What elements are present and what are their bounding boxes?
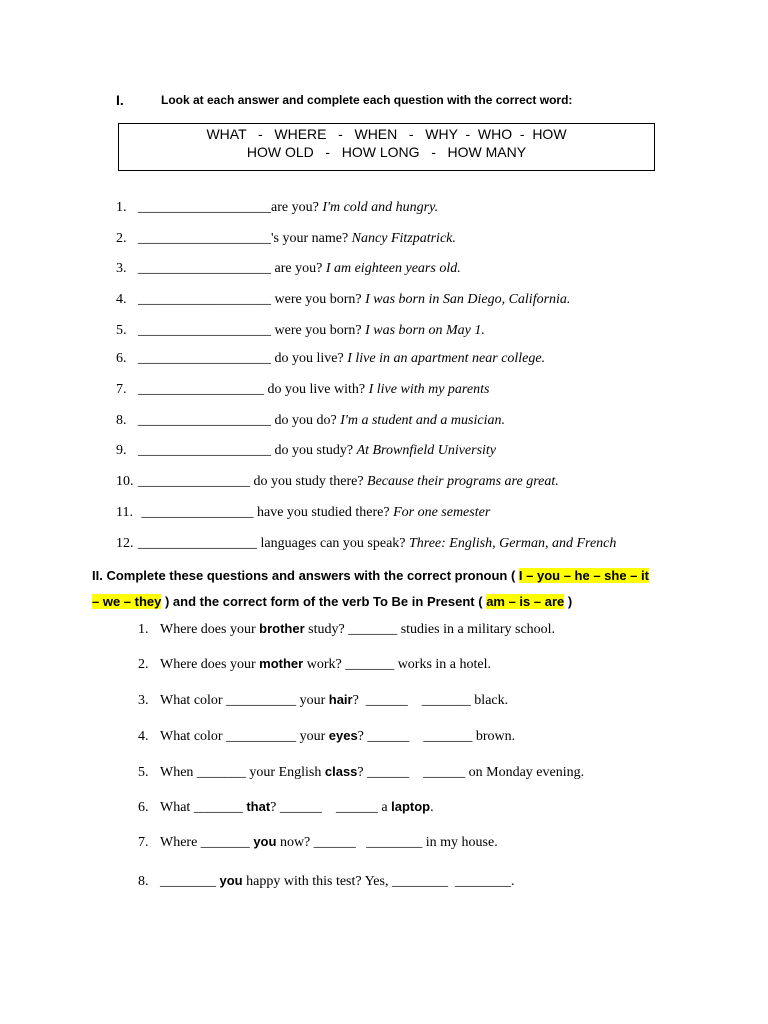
- keyword: that: [246, 799, 271, 814]
- keyword: eyes: [328, 728, 358, 743]
- item-text: ? ______ ______ a: [270, 800, 392, 815]
- question-text: do you study?: [271, 443, 354, 458]
- section-2-heading-line-2: [92, 592, 692, 612]
- keyword: class: [324, 764, 358, 779]
- word-box: [118, 123, 655, 171]
- item-number: 7.: [116, 382, 127, 397]
- answer-blank: ___________________: [138, 231, 271, 246]
- word-box-line: HOW OLD - HOW LONG - HOW MANY: [246, 144, 527, 160]
- question-item: [116, 229, 456, 249]
- section-2-heading-text: II. Complete these questions and answers with the correct pronoun (: [92, 568, 519, 583]
- answer-text: I'm cold and hungry.: [322, 200, 439, 215]
- item-number: 8.: [138, 874, 149, 889]
- item-text: study? _______ studies in a military school.: [304, 622, 556, 637]
- section-number: I.: [116, 92, 124, 108]
- answer-text: I was born on May 1.: [365, 323, 485, 338]
- exercise-item: [138, 654, 491, 674]
- exercise-item: [138, 871, 514, 891]
- item-text: What _______: [160, 800, 247, 815]
- item-text: work? _______ works in a hotel.: [303, 657, 492, 672]
- keyword: you: [219, 873, 243, 888]
- item-number: 2.: [116, 231, 127, 246]
- question-text: do you do?: [271, 413, 337, 428]
- item-number: 11.: [116, 505, 133, 520]
- item-text: When _______ your English: [160, 765, 325, 780]
- question-item: [116, 441, 496, 461]
- section-2-heading-text: ) and the correct form of the verb To Be in Present (: [161, 594, 487, 609]
- answer-text: I live in an apartment near college.: [347, 351, 546, 366]
- answer-blank: ________________: [138, 505, 254, 520]
- exercise-item: [138, 832, 498, 852]
- question-text: languages can you speak?: [257, 536, 406, 551]
- answer-text: Because their programs are great.: [367, 474, 559, 489]
- pronoun-list-continued: – we – they: [92, 594, 162, 609]
- question-text: do you live with?: [264, 382, 366, 397]
- question-text: have you studied there?: [253, 505, 390, 520]
- item-number: 3.: [138, 693, 149, 708]
- item-text: ? ______ _______ brown.: [357, 729, 516, 744]
- exercise-item: [138, 762, 584, 782]
- question-text: were you born?: [271, 292, 362, 307]
- item-number: 4.: [138, 729, 149, 744]
- question-text: do you study there?: [250, 474, 364, 489]
- answer-text: I am eighteen years old.: [325, 261, 461, 276]
- item-number: 2.: [138, 657, 149, 672]
- item-number: 12.: [116, 536, 134, 551]
- section-instruction: Look at each answer and complete each question with the correct word:: [161, 93, 573, 107]
- item-text: What color __________ your: [160, 729, 329, 744]
- answer-blank: ___________________: [138, 351, 271, 366]
- item-number: 4.: [116, 292, 127, 307]
- exercise-item: [138, 619, 555, 639]
- verb-list: am – is – are: [486, 594, 565, 609]
- exercise-item: [138, 726, 515, 746]
- item-number: 1.: [138, 622, 149, 637]
- question-item: [116, 503, 490, 523]
- exercise-item: [138, 797, 434, 817]
- question-text: are you?: [271, 261, 323, 276]
- answer-blank: ___________________: [138, 292, 271, 307]
- answer-blank: ___________________: [138, 200, 271, 215]
- item-number: 8.: [116, 413, 127, 428]
- exercise-item: [138, 690, 508, 710]
- question-text: 's your name?: [271, 231, 349, 246]
- keyword: mother: [259, 656, 304, 671]
- item-number: 5.: [116, 323, 127, 338]
- answer-blank: ___________________: [138, 261, 271, 276]
- answer-text: At Brownfield University: [356, 443, 497, 458]
- item-number: 9.: [116, 443, 127, 458]
- item-text: What color __________ your: [160, 693, 329, 708]
- question-text: do you live?: [271, 351, 344, 366]
- item-text: ? ______ ______ on Monday evening.: [357, 765, 585, 780]
- question-text: are you?: [271, 200, 319, 215]
- item-text: ________: [160, 874, 220, 889]
- section-2-heading: [92, 566, 692, 586]
- keyword: brother: [259, 621, 305, 636]
- answer-text: I live with my parents: [368, 382, 490, 397]
- answer-text: For one semester: [393, 505, 491, 520]
- section-1-heading: [116, 92, 716, 112]
- answer-text: I'm a student and a musician.: [340, 413, 505, 428]
- word-box-line: WHAT - WHERE - WHEN - WHY - WHO - HOW: [206, 126, 567, 142]
- answer-blank: __________________: [138, 382, 264, 397]
- answer-blank: _________________: [138, 536, 257, 551]
- question-item: [116, 349, 545, 369]
- item-text: Where does your: [160, 622, 260, 637]
- question-item: [116, 290, 570, 310]
- answer-blank: ___________________: [138, 413, 271, 428]
- answer-text: I was born in San Diego, California.: [365, 292, 571, 307]
- question-item: [116, 198, 438, 218]
- pronoun-list: I – you – he – she – it: [518, 568, 649, 583]
- item-number: 6.: [138, 800, 149, 815]
- question-item: [116, 321, 485, 341]
- item-text: happy with this test? Yes, ________ ________.: [242, 874, 515, 889]
- question-item: [116, 380, 489, 400]
- item-text: ? ______ _______ black.: [352, 693, 509, 708]
- item-number: 6.: [116, 351, 127, 366]
- item-number: 7.: [138, 835, 149, 850]
- question-item: [116, 472, 559, 492]
- keyword: hair: [328, 692, 353, 707]
- answer-text: Three: English, German, and French: [409, 536, 617, 551]
- answer-blank: ___________________: [138, 323, 271, 338]
- answer-text: Nancy Fitzpatrick.: [351, 231, 456, 246]
- item-number: 1.: [116, 200, 127, 215]
- answer-blank: ________________: [138, 474, 250, 489]
- keyword: laptop: [391, 799, 431, 814]
- question-item: [116, 534, 616, 554]
- item-text: Where does your: [160, 657, 260, 672]
- item-number: 5.: [138, 765, 149, 780]
- keyword: you: [253, 834, 277, 849]
- item-text: now? ______ ________ in my house.: [276, 835, 498, 850]
- item-number: 10.: [116, 474, 134, 489]
- answer-blank: ___________________: [138, 443, 271, 458]
- item-text: .: [430, 800, 434, 815]
- item-text: Where _______: [160, 835, 254, 850]
- question-item: [116, 411, 505, 431]
- question-text: were you born?: [271, 323, 362, 338]
- item-number: 3.: [116, 261, 127, 276]
- section-2-heading-text: ): [564, 594, 573, 609]
- question-item: [116, 259, 461, 279]
